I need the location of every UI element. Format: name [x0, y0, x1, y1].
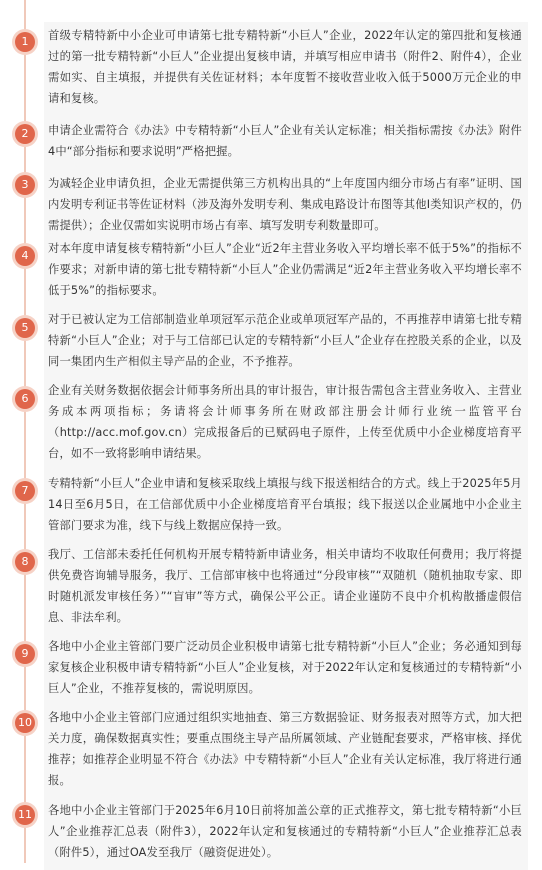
- number-badge: 10: [15, 713, 35, 733]
- list-item: [0, 377, 542, 472]
- number-badge: 1: [15, 32, 35, 52]
- list-item: [0, 541, 542, 636]
- list-item: [0, 170, 542, 244]
- list-item: [0, 470, 542, 544]
- item-text: 各地中小企业主管部门于2025年6月10日前将加盖公章的正式推荐文，第七批专精特新“小巨人”企业推荐汇总表（附件3），2022年认定和复核通过的专精特新“小巨人”企业推荐汇总表（附件5），通过OA发至我厅（融资促进处）。: [44, 797, 528, 870]
- number-badge: 5: [15, 318, 35, 338]
- item-text: 对本年度申请复核专精特新“小巨人”企业“近2年主营业务收入平均增长率不低于5%”的指标不作要求；对新申请的第七批专精特新“小巨人”企业仍需满足“近2年主营业务收入平均增长率不低于5%”的指标要求。: [44, 235, 528, 309]
- list-item: [0, 797, 542, 870]
- number-badge: 6: [15, 389, 35, 409]
- item-text: 为减轻企业申请负担，企业无需提供第三方机构出具的“上年度国内细分市场占有率”证明、国内发明专利证书等佐证材料（涉及海外发明专利、集成电路设计布图等其他Ⅰ类知识产权的，仍需提供）；企业仅需如实说明市场占有率、填写发明专利数量即可。: [44, 170, 528, 244]
- item-text: 首级专精特新中小企业可申请第七批专精特新“小巨人”企业，2022年认定的第四批和复核通过的第一批专精特新“小巨人”企业提出复核申请，并填写相应申请书（附件2、附件4），企业需如实、自主填报，并提供有关佐证材料；本年度暂不接收营业收入低于5000万元企业的申请和复核。: [44, 22, 528, 117]
- list-item: [0, 22, 542, 117]
- number-badge: 4: [15, 246, 35, 266]
- list-item: [0, 306, 542, 380]
- item-text: 各地中小企业主管部门要广泛动员企业积极申请第七批专精特新“小巨人”企业；务必通知到每家复核企业积极申请专精特新“小巨人”企业复核，对于2022年认定和复核通过的专精特新“小巨人”企业，不推荐复核的，需说明原因。: [44, 633, 528, 707]
- list-item: [0, 117, 542, 170]
- item-text: 专精特新“小巨人”企业申请和复核采取线上填报与线下报送相结合的方式。线上于2025年5月14日至6月5日，在工信部优质中小企业梯度培育平台填报；线下报送以企业属地中小企业主管部门要求为准，线下与线上数据应保持一致。: [44, 470, 528, 544]
- item-text: 我厅、工信部未委托任何机构开展专精特新申请业务，相关申请均不收取任何费用；我厅将提供免费咨询辅导服务，我厅、工信部审核中也将通过“分段审核”“双随机（随机抽取专家、即时随机派发审核任务）”“盲审”等方式，确保公平公正。请企业谨防不良中介机构散播虚假信息、非法牟利。: [44, 541, 528, 636]
- item-text: 各地中小企业主管部门应通过组织实地抽查、第三方数据验证、财务报表对照等方式，加大把关力度，确保数据真实性；要重点围绕主导产品所属领域、产业链配套要求，严格审核、择优推荐；如推荐企业明显不符合《办法》中专精特新“小巨人”企业有关认定标准，我厅将进行通报。: [44, 704, 528, 799]
- list-item: [0, 235, 542, 309]
- number-badge: 3: [15, 175, 35, 195]
- item-text: 申请企业需符合《办法》中专精特新“小巨人”企业有关认定标准；相关指标需按《办法》附件4中“部分指标和要求说明”严格把握。: [44, 117, 528, 170]
- number-badge: 8: [15, 552, 35, 572]
- number-badge: 9: [15, 644, 35, 664]
- list-item: [0, 704, 542, 799]
- number-badge: 7: [15, 481, 35, 501]
- list-item: [0, 633, 542, 707]
- item-text: 企业有关财务数据依据会计师事务所出具的审计报告，审计报告需包含主营业务收入、主营业务成本两项指标；务请将会计师事务所在财政部注册会计师行业统一监管平台（http://acc.mof.gov.cn）完成报备后的已赋码电子原件，上传至优质中小企业梯度培育平台，如不一致将影响申请结果。: [44, 377, 528, 472]
- number-badge: 11: [15, 805, 35, 825]
- item-text: 对于已被认定为工信部制造业单项冠军示范企业或单项冠军产品的，不再推荐申请第七批专精特新“小巨人”企业；对于与工信部已认定的专精特新“小巨人”企业存在控股关系的企业，以及同一集团内生产相似主导产品的企业，不予推荐。: [44, 306, 528, 380]
- number-badge: 2: [15, 124, 35, 144]
